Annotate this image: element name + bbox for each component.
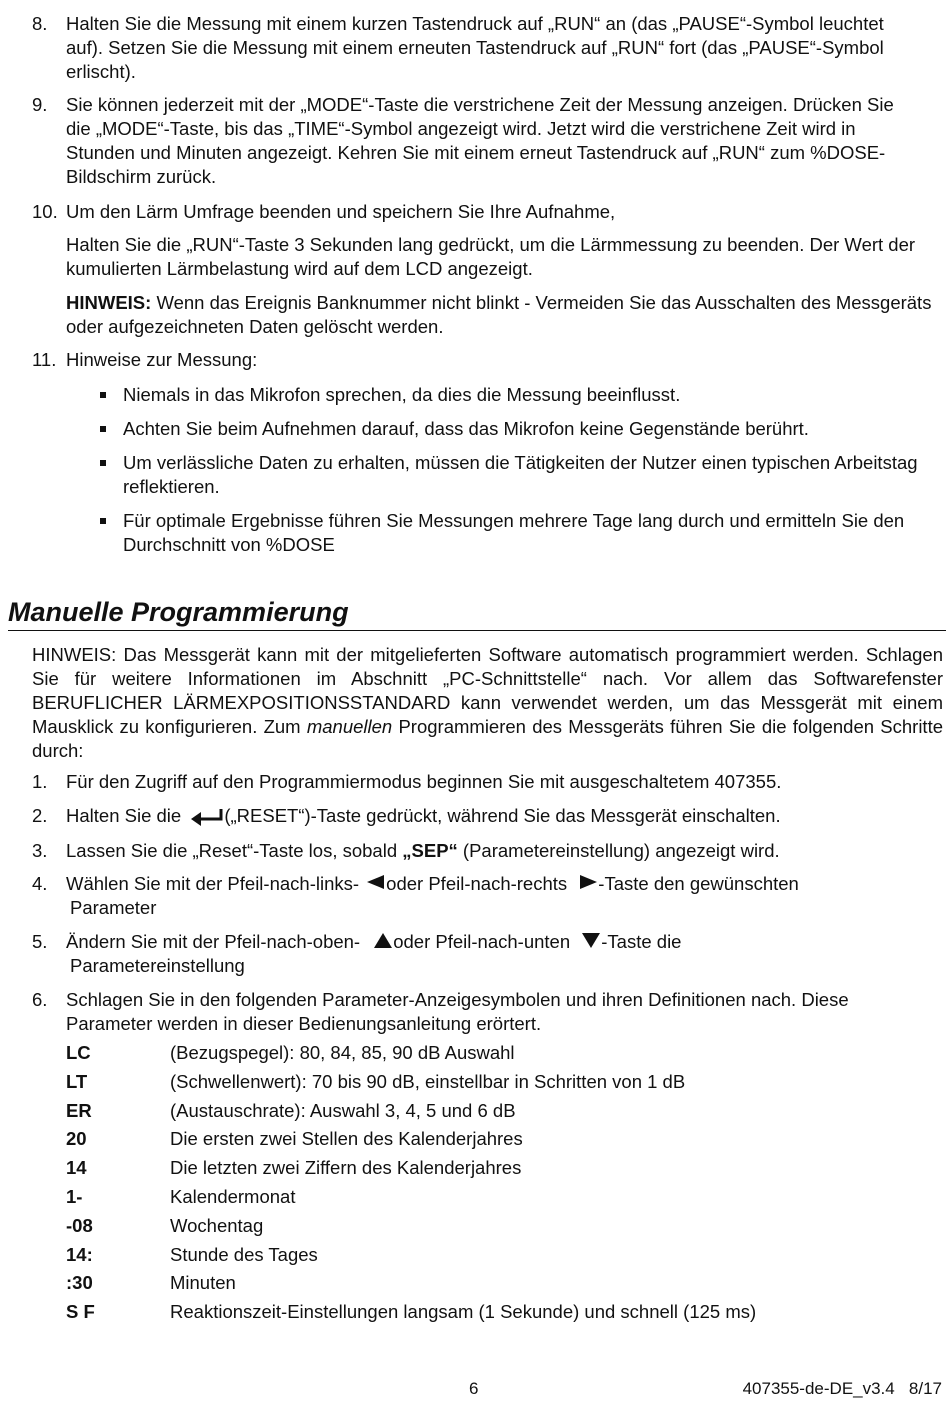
note-text: Wenn das Ereignis Banknummer nicht blinkt - Vermeiden Sie das Ausschalten des Messgeräts oder aufgezeichneten Daten gelöscht werden. xyxy=(66,292,932,337)
arrow-left-icon xyxy=(366,874,386,892)
definition-value: Minuten xyxy=(170,1272,236,1293)
note-label: HINWEIS: xyxy=(66,292,152,313)
definition-key: 20 xyxy=(66,1128,87,1149)
bullet-text: Achten Sie beim Aufnehmen darauf, dass das Mikrofon keine Gegenstände berührt. xyxy=(123,418,809,439)
step-number: 2. xyxy=(32,805,48,826)
step-text: Um den Lärm Umfrage beenden und speichern Sie Ihre Aufnahme, xyxy=(66,201,616,222)
step-10-note xyxy=(66,291,936,339)
step-text-a: Wählen Sie mit der Pfeil-nach-links- xyxy=(66,873,365,894)
step-number: 5. xyxy=(32,931,48,952)
definition-key: 14: xyxy=(66,1244,93,1265)
definition-value: Stunde des Tages xyxy=(170,1244,318,1265)
bullet-icon xyxy=(100,392,106,398)
step-text xyxy=(66,872,912,920)
step-text-a: Halten Sie die xyxy=(66,805,187,826)
definition-value: Reaktionszeit-Einstellungen langsam (1 Sekunde) und schnell (125 ms) xyxy=(170,1301,757,1322)
step-number: 8. xyxy=(32,13,48,34)
step-number: 11. xyxy=(32,349,57,370)
step-text-b: oder Pfeil-nach-rechts xyxy=(386,873,573,894)
bullet-text: Für optimale Ergebnisse führen Sie Messungen mehrere Tage lang durch und ermitteln Sie den Durchschnitt von %DOSE xyxy=(123,510,905,555)
step-text xyxy=(66,930,912,978)
step-text xyxy=(66,804,912,828)
arrow-up-icon xyxy=(373,932,393,950)
step-number: 3. xyxy=(32,840,48,861)
definition-key: LC xyxy=(66,1042,91,1063)
step-text-b: (Parametereinstellung) angezeigt wird. xyxy=(457,840,780,861)
enter-key-icon xyxy=(190,808,224,826)
step-number: 4. xyxy=(32,873,48,894)
definition-value: (Schwellenwert): 70 bis 90 dB, einstellbar in Schritten von 1 dB xyxy=(170,1071,686,1092)
document-id: 407355-de-DE_v3.4 8/17 xyxy=(742,1379,942,1398)
definition-value: Die letzten zwei Ziffern des Kalenderjahres xyxy=(170,1157,522,1178)
definition-value: Die ersten zwei Stellen des Kalenderjahres xyxy=(170,1128,523,1149)
step-text-c: -Taste den gewünschten xyxy=(598,873,799,894)
definition-key: S F xyxy=(66,1301,95,1322)
definition-key: 14 xyxy=(66,1157,87,1178)
definition-key: -08 xyxy=(66,1215,93,1236)
step-text-bold: „SEP“ xyxy=(402,840,458,861)
definition-key: LT xyxy=(66,1071,88,1092)
intro-text: HINWEIS: Das Messgerät kann mit der mitgelieferten Software automatisch programmiert werden. Schlagen Sie für weitere Informationen im Abschnitt „PC-Schnittstelle“ nach. Vor allem das Softwarefenster BERUFLICHER LÄRMEXPOSITIONSSTANDARD kann verwendet werden, um das Messgerät mit einem Mausklick zu konfigurieren. Zum xyxy=(32,644,943,737)
step-number: 1. xyxy=(32,771,48,792)
step-10-paragraph: Halten Sie die „RUN“-Taste 3 Sekunden lang gedrückt, um die Lärmmessung zu beenden. Der Wert der kumulierten Lärmbelastung wird auf dem LCD angezeigt. xyxy=(66,234,916,279)
bullet-text: Um verlässliche Daten zu erhalten, müssen die Tätigkeiten der Nutzer einen typischen Arbeitstag reflektieren. xyxy=(123,452,918,497)
definition-key: ER xyxy=(66,1100,92,1121)
bullet-icon xyxy=(100,460,106,466)
step-text-d: Parametereinstellung xyxy=(70,955,245,976)
step-number: 6. xyxy=(32,989,48,1010)
definition-key: :30 xyxy=(66,1272,93,1293)
step-text xyxy=(66,839,912,863)
step-text-a: Ändern Sie mit der Pfeil-nach-oben- xyxy=(66,931,366,952)
definition-value: (Bezugspegel): 80, 84, 85, 90 dB Auswahl xyxy=(170,1042,515,1063)
step-text-c: -Taste die xyxy=(601,931,682,952)
step-text: Schlagen Sie in den folgenden Parameter-Anzeigesymbolen und ihren Definitionen nach. Diese Parameter werden in dieser Bedienungsanleitung erörtert. xyxy=(66,989,849,1034)
bullet-icon xyxy=(100,426,106,432)
definition-value: Wochentag xyxy=(170,1215,264,1236)
step-number: 10. xyxy=(32,201,58,222)
page-number: 6 xyxy=(469,1379,479,1398)
intro-text-end: Programmieren des Messgeräts führen Sie die folgenden Schritte durch: xyxy=(32,716,944,761)
step-text: Hinweise zur Messung: xyxy=(66,349,258,370)
bullet-text: Niemals in das Mikrofon sprechen, da dies die Messung beeinflusst. xyxy=(123,384,681,405)
arrow-down-icon xyxy=(581,932,601,950)
section-title: Manuelle Programmierung xyxy=(8,597,349,627)
step-text: Sie können jederzeit mit der „MODE“-Taste die verstrichene Zeit der Messung anzeigen. Drücken Sie die „MODE“-Taste, bis das „TIME“-Symbol angezeigt wird. Jetzt wird die verstrichene Zeit wird in Stunden und Minuten angezeigt. Kehren Sie mit einem erneut Tastendruck auf „RUN“ zum %DOSE-Bildschirm zurück. xyxy=(66,94,894,187)
step-text-a: Lassen Sie die „Reset“-Taste los, sobald xyxy=(66,840,403,861)
definition-key: 1- xyxy=(66,1186,83,1207)
intro-emphasis: manuellen xyxy=(306,716,393,737)
section-intro xyxy=(32,643,943,763)
step-number: 9. xyxy=(32,94,48,115)
arrow-right-icon xyxy=(578,874,598,892)
definition-value: Kalendermonat xyxy=(170,1186,296,1207)
section-divider xyxy=(8,630,946,631)
step-text-b: („RESET“)-Taste gedrückt, während Sie das Messgerät einschalten. xyxy=(224,805,781,826)
bullet-icon xyxy=(100,518,106,524)
step-text: Halten Sie die Messung mit einem kurzen Tastendruck auf „RUN“ an (das „PAUSE“-Symbol leuchtet auf). Setzen Sie die Messung mit einem erneuten Tastendruck auf „RUN“ fort (das „PAUSE“-Symbol erlischt). xyxy=(66,13,884,82)
definition-value: (Austauschrate): Auswahl 3, 4, 5 und 6 dB xyxy=(170,1100,516,1121)
step-text: Für den Zugriff auf den Programmiermodus beginnen Sie mit ausgeschaltetem 407355. xyxy=(66,771,782,792)
step-text-b: oder Pfeil-nach-unten xyxy=(393,931,576,952)
step-text-d: Parameter xyxy=(70,897,157,918)
